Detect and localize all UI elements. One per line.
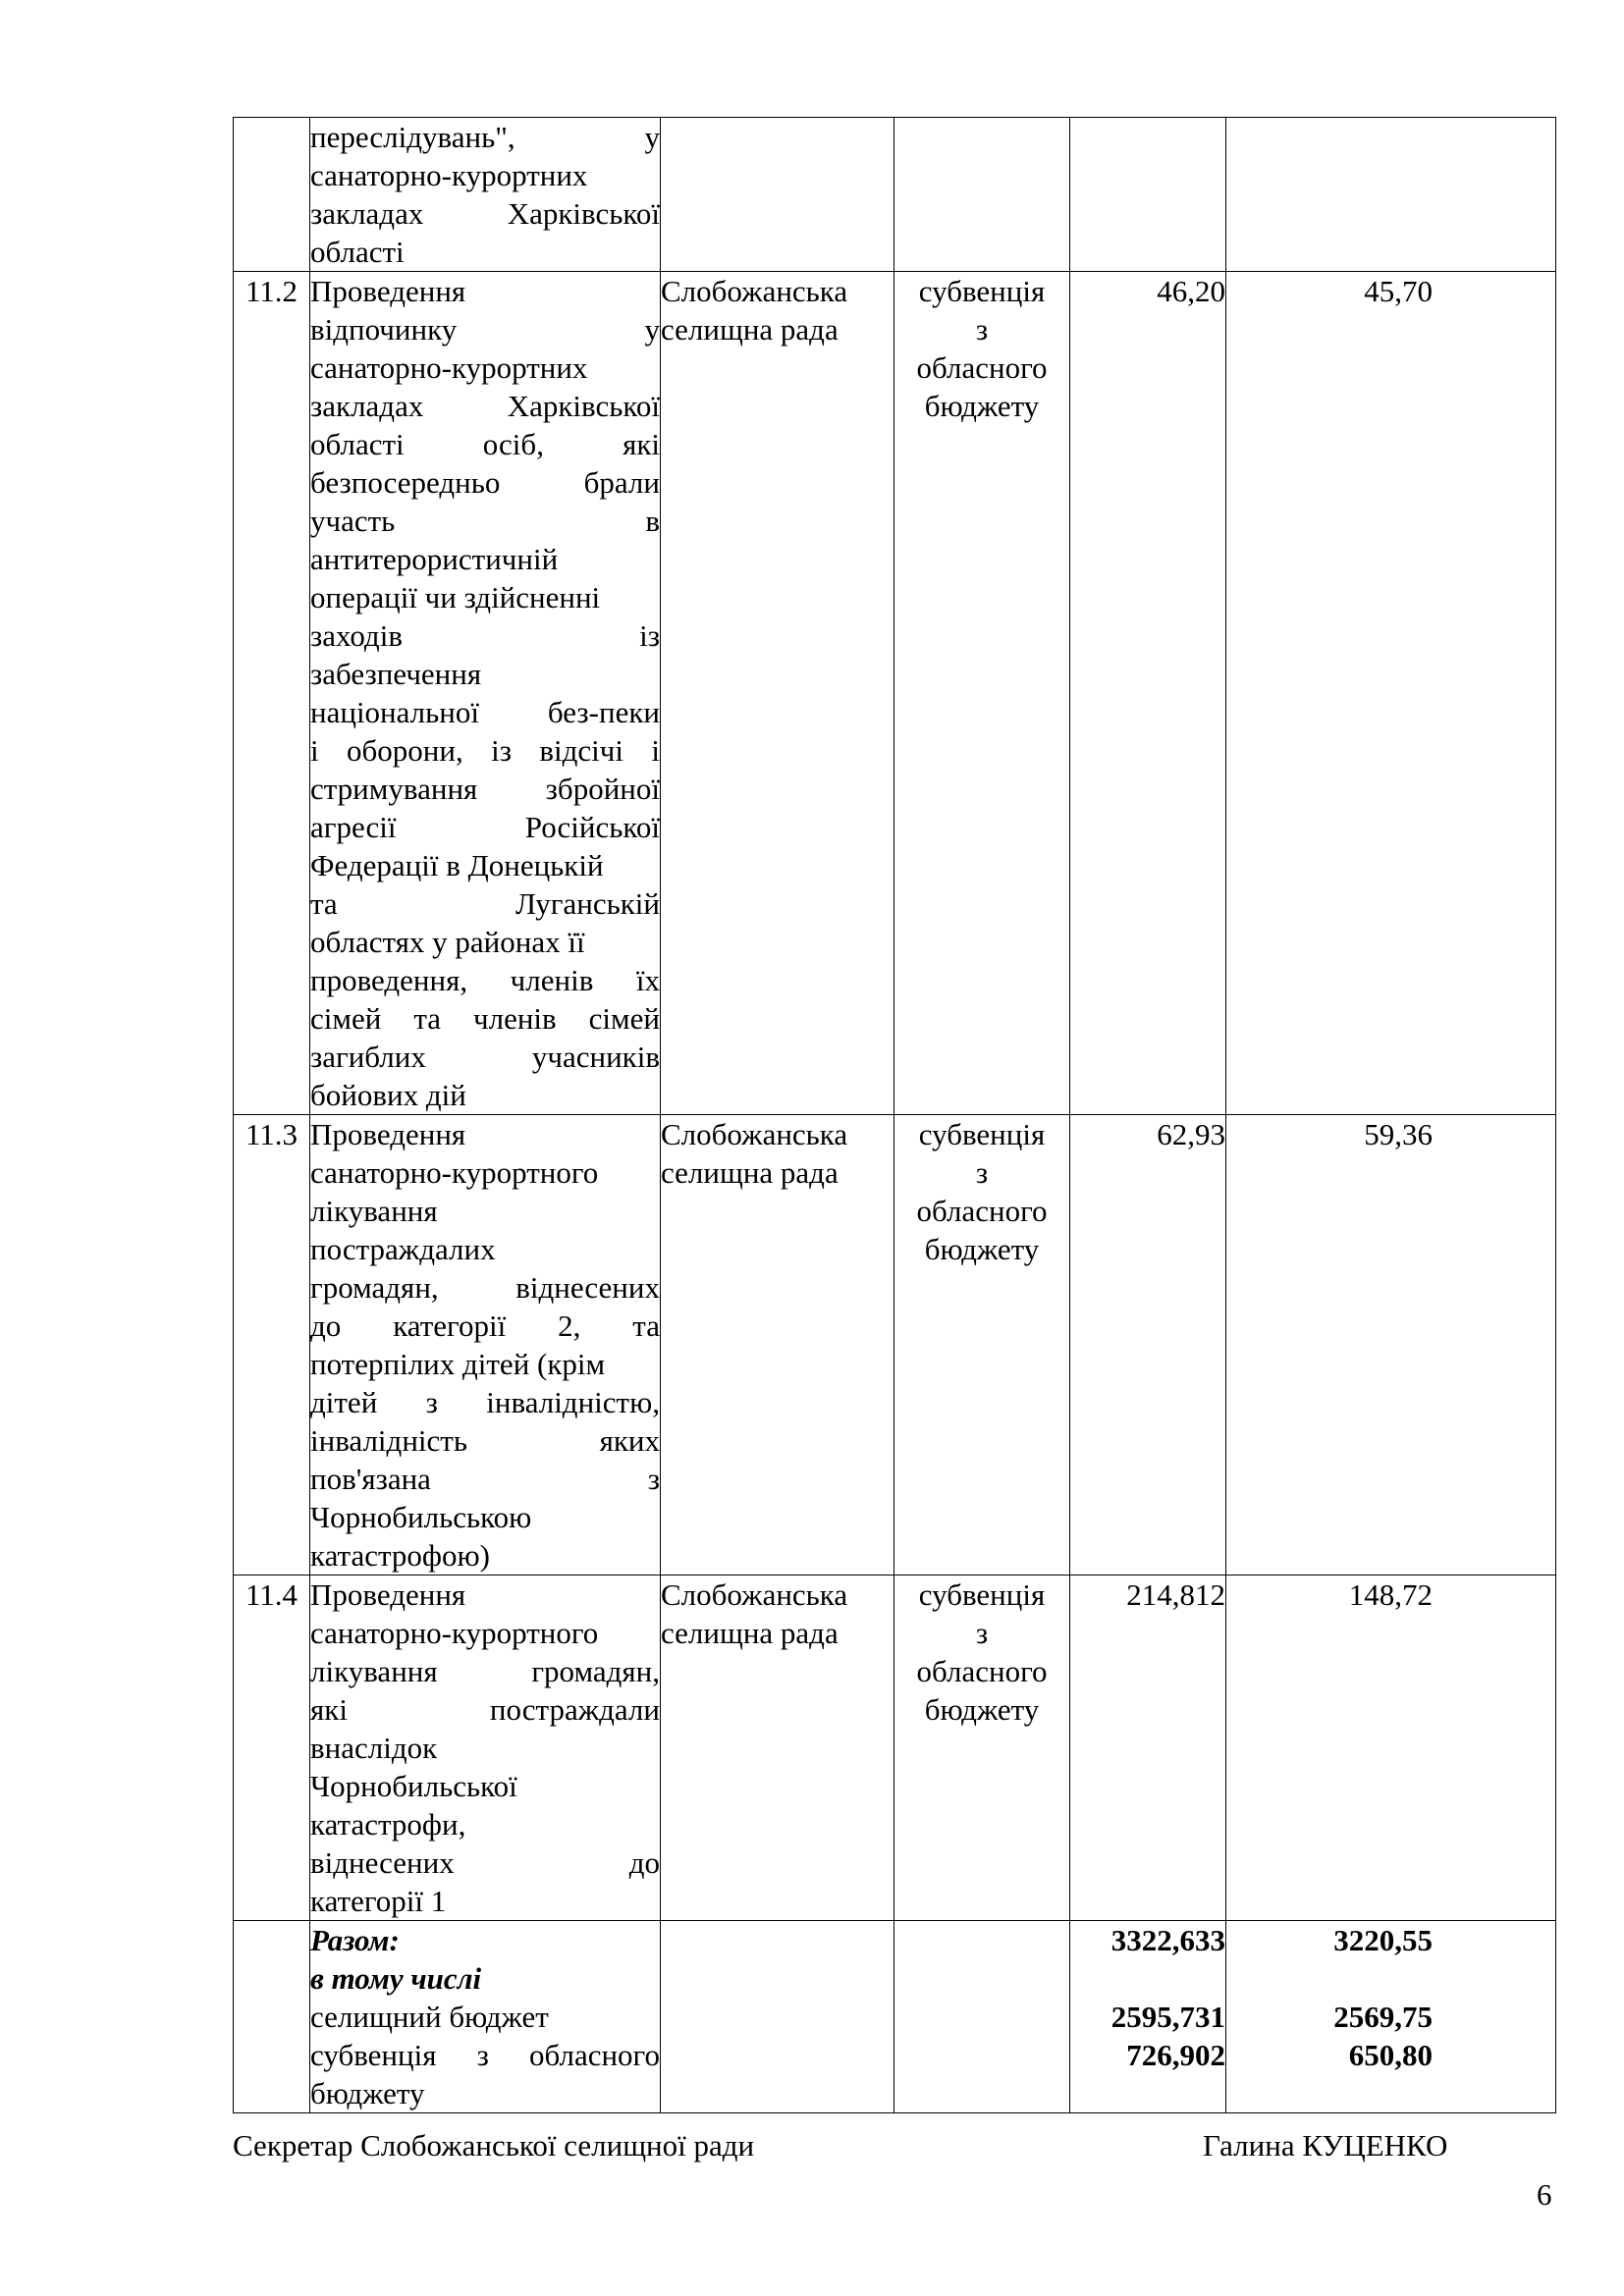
total-description bbox=[310, 1921, 661, 2113]
table-row bbox=[234, 272, 1556, 1115]
row-number: 11.4 bbox=[234, 1575, 310, 1921]
description-line: антитерористичній bbox=[310, 542, 559, 576]
actual-total: 3220,55 bbox=[1333, 1923, 1433, 1957]
description-line: участь в bbox=[310, 504, 660, 538]
cell-line: Слобожанська bbox=[661, 1577, 848, 1612]
description-line: бойових дій bbox=[310, 1078, 466, 1112]
description-line: національної без-пеки bbox=[310, 695, 660, 729]
description-line: санаторно-курортного bbox=[310, 1155, 599, 1190]
description-line: закладах Харківської bbox=[310, 196, 660, 231]
description-line: операції чи здійсненні bbox=[310, 580, 601, 614]
local-budget-label: селищний бюджет bbox=[310, 2000, 549, 2034]
description-line: відпочинку у bbox=[310, 312, 660, 347]
table-body bbox=[234, 118, 1556, 2113]
executor bbox=[661, 118, 894, 272]
table-row bbox=[234, 1115, 1556, 1575]
cell-line: субвенція bbox=[918, 1577, 1046, 1612]
description-line: потерпілих дітей (крім bbox=[310, 1347, 606, 1381]
actual-amount: 45,70 bbox=[1226, 272, 1556, 1115]
description-line: пов'язана з bbox=[310, 1462, 660, 1496]
description-line: забезпечення bbox=[310, 657, 482, 691]
description-line: і оборони, із відсічі і bbox=[310, 733, 660, 768]
measure-description bbox=[310, 118, 661, 272]
planned-totals bbox=[1070, 1921, 1226, 2113]
table-total-row bbox=[234, 1921, 1556, 2113]
funding-source bbox=[894, 272, 1070, 1115]
description-line: загиблих учасників bbox=[310, 1040, 660, 1074]
cell-line: селищна рада bbox=[661, 1616, 839, 1650]
planned-amount: 62,93 bbox=[1070, 1115, 1226, 1575]
description-line: постраждалих bbox=[310, 1232, 496, 1266]
cell-line: обласного bbox=[916, 1194, 1048, 1228]
description-line: переслідувань", у bbox=[310, 120, 660, 154]
cell-line: бюджету bbox=[924, 1692, 1040, 1727]
description-line: Федерації в Донецькій bbox=[310, 848, 604, 882]
description-line: санаторно-курортного bbox=[310, 1616, 599, 1650]
executor bbox=[661, 1115, 894, 1575]
total-label: Разом: bbox=[310, 1923, 400, 1957]
description-line: заходів із bbox=[310, 618, 660, 653]
planned-amount: 214,812 bbox=[1070, 1575, 1226, 1921]
description-line: безпосередньо брали bbox=[310, 465, 660, 500]
executor bbox=[661, 272, 894, 1115]
table-row bbox=[234, 118, 1556, 272]
description-line: віднесених до bbox=[310, 1845, 660, 1880]
funding-source bbox=[894, 118, 1070, 272]
actual-totals bbox=[1226, 1921, 1556, 2113]
funding-source bbox=[894, 1921, 1070, 2113]
row-number bbox=[234, 118, 310, 272]
planned-local: 2595,731 bbox=[1110, 2000, 1225, 2034]
total-sublabel: в тому числі bbox=[310, 1961, 482, 1996]
description-line: області bbox=[310, 235, 405, 269]
description-line: Чорнобильською bbox=[310, 1500, 532, 1534]
description-line: Проведення bbox=[310, 1577, 466, 1612]
description-line: санаторно-курортних bbox=[310, 158, 588, 192]
measure-description bbox=[310, 272, 661, 1115]
description-line: внаслідок bbox=[310, 1731, 438, 1765]
measure-description bbox=[310, 1115, 661, 1575]
planned-total: 3322,633 bbox=[1110, 1923, 1225, 1957]
cell-line: Слобожанська bbox=[661, 1117, 848, 1151]
description-line: санаторно-курортних bbox=[310, 350, 588, 385]
description-line: лікування bbox=[310, 1194, 438, 1228]
subvention-label: субвенція з обласного bbox=[310, 2038, 660, 2072]
row-number: 11.2 bbox=[234, 272, 310, 1115]
description-line: закладах Харківської bbox=[310, 389, 660, 423]
secretary-title: Секретар Слобожанської селищної ради bbox=[233, 2128, 755, 2163]
description-line: інвалідність яких bbox=[310, 1423, 660, 1458]
cell-line: обласного bbox=[916, 350, 1048, 385]
description-line: стримування збройної bbox=[310, 772, 660, 806]
row-number bbox=[234, 1921, 310, 2113]
page-number: 6 bbox=[1537, 2177, 1552, 2212]
actual-local: 2569,75 bbox=[1333, 2000, 1433, 2034]
cell-line: субвенція bbox=[918, 274, 1046, 308]
planned-amount: 46,20 bbox=[1070, 272, 1226, 1115]
cell-line: бюджету bbox=[924, 1232, 1040, 1266]
funding-source bbox=[894, 1575, 1070, 1921]
description-line: катастрофи, bbox=[310, 1807, 466, 1842]
description-line: громадян, віднесених bbox=[310, 1270, 660, 1305]
description-line: Проведення bbox=[310, 1117, 466, 1151]
cell-line: селищна рада bbox=[661, 1155, 839, 1190]
description-line: які постраждали bbox=[310, 1692, 660, 1727]
cell-line: Слобожанська bbox=[661, 274, 848, 308]
description-line: та Луганській bbox=[310, 886, 660, 921]
description-line: дітей з інвалідністю, bbox=[310, 1385, 660, 1419]
description-line: катастрофою) bbox=[310, 1538, 490, 1573]
funding-source bbox=[894, 1115, 1070, 1575]
actual-amount bbox=[1226, 118, 1556, 272]
cell-line: з bbox=[975, 1616, 989, 1650]
actual-subvention: 650,80 bbox=[1348, 2038, 1433, 2072]
description-line: Проведення bbox=[310, 274, 466, 308]
executor bbox=[661, 1921, 894, 2113]
description-line: області осіб, які bbox=[310, 427, 660, 461]
description-line: агресії Російської bbox=[310, 810, 660, 844]
cell-line: селищна рада bbox=[661, 312, 839, 347]
planned-subvention: 726,902 bbox=[1126, 2038, 1225, 2072]
cell-line: обласного bbox=[916, 1654, 1048, 1688]
description-line: проведення, членів їх bbox=[310, 963, 660, 997]
planned-amount bbox=[1070, 118, 1226, 272]
description-line: Чорнобильської bbox=[310, 1769, 517, 1803]
executor bbox=[661, 1575, 894, 1921]
description-line: сімей та членів сімей bbox=[310, 1001, 660, 1036]
cell-line: з bbox=[975, 312, 989, 347]
cell-line: з bbox=[975, 1155, 989, 1190]
description-line: до категорії 2, та bbox=[310, 1308, 660, 1343]
table-row bbox=[234, 1575, 1556, 1921]
cell-line: субвенція bbox=[918, 1117, 1046, 1151]
description-line: областях у районах її bbox=[310, 925, 585, 959]
subvention-label-cont: бюджету bbox=[310, 2076, 425, 2110]
secretary-name: Галина КУЦЕНКО bbox=[1203, 2128, 1448, 2163]
actual-amount: 59,36 bbox=[1226, 1115, 1556, 1575]
actual-amount: 148,72 bbox=[1226, 1575, 1556, 1921]
measure-description bbox=[310, 1575, 661, 1921]
description-line: категорії 1 bbox=[310, 1884, 447, 1918]
budget-table bbox=[233, 117, 1556, 2113]
row-number: 11.3 bbox=[234, 1115, 310, 1575]
description-line: лікування громадян, bbox=[310, 1654, 660, 1688]
cell-line: бюджету bbox=[924, 389, 1040, 423]
